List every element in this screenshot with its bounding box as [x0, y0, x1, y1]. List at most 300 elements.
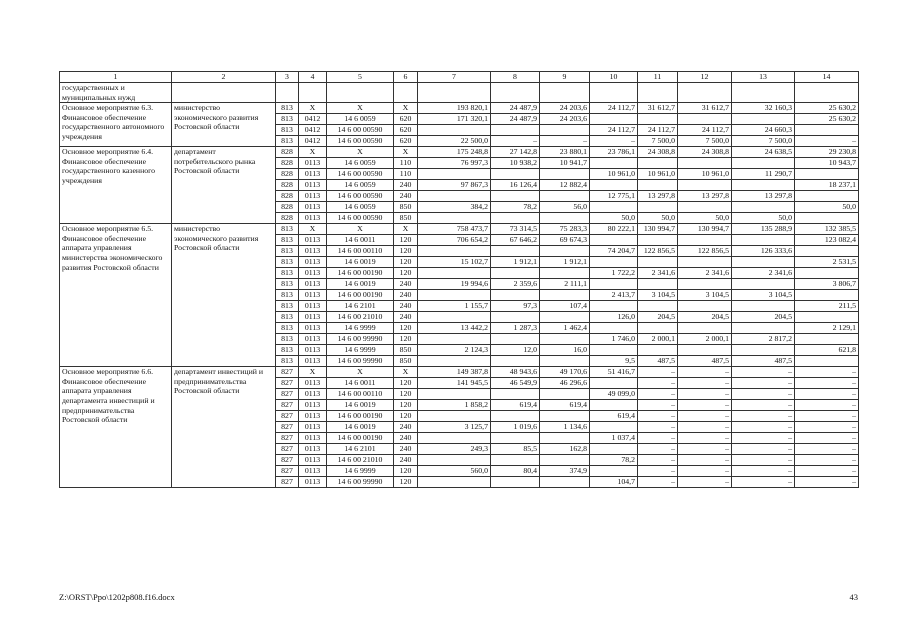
table-cell: – — [795, 466, 859, 477]
table-cell — [540, 389, 590, 400]
table-cell — [638, 202, 678, 213]
table-cell — [795, 356, 859, 367]
column-number: 12 — [678, 72, 732, 83]
table-cell: – — [795, 455, 859, 466]
table-cell: X — [394, 367, 418, 378]
table-cell — [418, 191, 491, 202]
table-cell: X — [299, 367, 327, 378]
table-cell — [678, 345, 732, 356]
table-cell — [590, 422, 638, 433]
table-cell — [418, 83, 491, 103]
table-cell: 240 — [394, 455, 418, 466]
table-cell: 240 — [394, 191, 418, 202]
table-cell — [491, 83, 540, 103]
column-number: 2 — [172, 72, 276, 83]
table-cell: 1 912,1 — [540, 257, 590, 268]
table-cell: 29 230,8 — [795, 147, 859, 158]
table-cell — [418, 389, 491, 400]
table-cell: 249,3 — [418, 444, 491, 455]
table-cell: 50,0 — [590, 213, 638, 224]
table-cell — [299, 83, 327, 103]
table-row — [60, 367, 859, 378]
table-cell: 10 941,7 — [540, 158, 590, 169]
table-cell: 813 — [276, 125, 299, 136]
table-cell: 110 — [394, 158, 418, 169]
table-cell: 813 — [276, 290, 299, 301]
table-cell: 50,0 — [732, 213, 795, 224]
table-cell: 132 385,5 — [795, 224, 859, 235]
table-cell: 374,9 — [540, 466, 590, 477]
table-cell — [732, 158, 795, 169]
table-cell: 14 6 00 00190 — [327, 433, 394, 444]
carry-over-row — [60, 83, 859, 103]
table-cell — [795, 169, 859, 180]
table-cell: – — [678, 433, 732, 444]
table-cell: 1 134,6 — [540, 422, 590, 433]
table-cell: 0113 — [299, 466, 327, 477]
table-cell: 827 — [276, 378, 299, 389]
table-cell — [795, 213, 859, 224]
table-cell: 19 994,6 — [418, 279, 491, 290]
table-cell: 827 — [276, 367, 299, 378]
table-cell: 240 — [394, 444, 418, 455]
table-cell: 240 — [394, 433, 418, 444]
table-cell — [491, 356, 540, 367]
table-cell: 813 — [276, 279, 299, 290]
table-cell: 2 359,6 — [491, 279, 540, 290]
column-number: 8 — [491, 72, 540, 83]
table-cell: 48 943,6 — [491, 367, 540, 378]
table-cell — [590, 466, 638, 477]
table-cell: 827 — [276, 466, 299, 477]
table-cell — [732, 83, 795, 103]
table-cell: 1 746,0 — [590, 334, 638, 345]
table-cell: 3 806,7 — [795, 279, 859, 290]
table-cell: – — [732, 433, 795, 444]
table-cell: 49 099,0 — [590, 389, 638, 400]
table-cell: 1 462,4 — [540, 323, 590, 334]
table-cell: 14 6 2101 — [327, 301, 394, 312]
table-cell: 7 500,0 — [638, 136, 678, 147]
table-cell: 14 6 00 21010 — [327, 312, 394, 323]
table-cell — [590, 235, 638, 246]
table-cell — [732, 202, 795, 213]
table-cell — [678, 323, 732, 334]
table-cell — [418, 213, 491, 224]
budget-table — [59, 71, 859, 488]
column-number: 11 — [638, 72, 678, 83]
table-cell: 122 856,5 — [638, 246, 678, 257]
table-cell: 0113 — [299, 477, 327, 488]
measure-description: Основное мероприятие 6.3. Финансовое обеспечение государственного автономного учреждения — [60, 103, 172, 147]
table-cell: 14 6 00 99990 — [327, 477, 394, 488]
table-cell — [678, 180, 732, 191]
table-cell — [590, 180, 638, 191]
table-cell: 827 — [276, 389, 299, 400]
table-cell: 211,5 — [795, 301, 859, 312]
table-cell: 14 6 00 99990 — [327, 334, 394, 345]
table-cell — [590, 114, 638, 125]
table-cell: 120 — [394, 334, 418, 345]
table-cell: 25 630,2 — [795, 103, 859, 114]
table-cell — [795, 290, 859, 301]
table-cell: 204,5 — [732, 312, 795, 323]
table-cell: – — [732, 378, 795, 389]
table-cell: 171 320,1 — [418, 114, 491, 125]
table-cell: 813 — [276, 114, 299, 125]
table-cell — [638, 235, 678, 246]
table-cell — [418, 334, 491, 345]
table-cell: 813 — [276, 235, 299, 246]
table-cell — [540, 268, 590, 279]
responsible-executor: департамент потребительского рынка Ростовской области — [172, 147, 276, 224]
table-cell: 24 203,6 — [540, 114, 590, 125]
table-cell: 120 — [394, 477, 418, 488]
table-cell — [638, 257, 678, 268]
table-cell: 240 — [394, 312, 418, 323]
table-cell: 76 997,3 — [418, 158, 491, 169]
table-cell: – — [795, 378, 859, 389]
table-cell — [638, 279, 678, 290]
table-cell: 9,5 — [590, 356, 638, 367]
table-cell: 827 — [276, 444, 299, 455]
table-cell: 14 6 00 00590 — [327, 191, 394, 202]
table-cell: – — [732, 444, 795, 455]
table-cell: – — [678, 378, 732, 389]
table-cell — [540, 312, 590, 323]
table-cell: 2 111,1 — [540, 279, 590, 290]
table-cell: 107,4 — [540, 301, 590, 312]
table-cell — [732, 114, 795, 125]
measure-description: Основное мероприятие 6.5. Финансовое обеспечение аппарата управления министерства экономического развития Ростовской области — [60, 224, 172, 367]
table-cell: 120 — [394, 400, 418, 411]
table-cell: 24 487,9 — [491, 103, 540, 114]
table-cell — [590, 444, 638, 455]
table-cell: 24 660,3 — [732, 125, 795, 136]
table-cell: 3 104,5 — [732, 290, 795, 301]
table-cell: 2 124,3 — [418, 345, 491, 356]
table-cell: 14 6 00 21010 — [327, 455, 394, 466]
table-cell — [590, 279, 638, 290]
table-cell: 240 — [394, 279, 418, 290]
table-cell: – — [795, 477, 859, 488]
responsible-executor: департамент инвестиций и предпринимательства Ростовской области — [172, 367, 276, 488]
table-cell: X — [327, 224, 394, 235]
table-cell: 16 126,4 — [491, 180, 540, 191]
table-cell: 2 341,6 — [678, 268, 732, 279]
table-cell — [795, 312, 859, 323]
table-cell — [491, 246, 540, 257]
table-cell — [678, 202, 732, 213]
table-cell: – — [678, 400, 732, 411]
responsible-executor — [172, 83, 276, 103]
table-cell — [795, 246, 859, 257]
table-cell: 24 308,8 — [638, 147, 678, 158]
table-cell — [795, 268, 859, 279]
table-cell: 0113 — [299, 356, 327, 367]
table-cell: 828 — [276, 180, 299, 191]
table-cell — [540, 411, 590, 422]
table-cell: 0113 — [299, 268, 327, 279]
table-cell: X — [327, 147, 394, 158]
table-cell: 813 — [276, 246, 299, 257]
table-cell — [678, 158, 732, 169]
table-cell — [678, 279, 732, 290]
table-cell: 2 341,6 — [638, 268, 678, 279]
table-cell: 0113 — [299, 246, 327, 257]
table-cell: 24 112,7 — [590, 125, 638, 136]
table-cell — [590, 378, 638, 389]
table-cell — [491, 455, 540, 466]
table-cell: 2 129,1 — [795, 323, 859, 334]
table-cell — [491, 268, 540, 279]
table-cell: 104,7 — [590, 477, 638, 488]
table-cell: 46 296,6 — [540, 378, 590, 389]
table-cell: – — [678, 444, 732, 455]
table-cell: – — [638, 466, 678, 477]
table-cell: 10 961,0 — [678, 169, 732, 180]
table-cell: – — [732, 400, 795, 411]
table-cell: 1 722,2 — [590, 268, 638, 279]
table-cell: 828 — [276, 158, 299, 169]
table-cell: 31 612,7 — [638, 103, 678, 114]
table-cell — [491, 477, 540, 488]
table-cell: X — [394, 224, 418, 235]
table-cell: 74 204,7 — [590, 246, 638, 257]
table-cell: X — [394, 147, 418, 158]
table-cell — [590, 323, 638, 334]
table-cell: 24 112,7 — [678, 125, 732, 136]
table-cell: 14 6 00 99990 — [327, 356, 394, 367]
table-cell: 78,2 — [590, 455, 638, 466]
header-row — [60, 72, 859, 83]
table-cell: 97 867,3 — [418, 180, 491, 191]
table-cell: 1 858,2 — [418, 400, 491, 411]
table-cell: 10 943,7 — [795, 158, 859, 169]
table-cell: 50,0 — [795, 202, 859, 213]
table-cell: 3 104,5 — [638, 290, 678, 301]
table-cell: 619,4 — [491, 400, 540, 411]
table-cell: 0113 — [299, 400, 327, 411]
table-cell: 619,4 — [540, 400, 590, 411]
table-cell: – — [732, 411, 795, 422]
table-cell: 14 6 2101 — [327, 444, 394, 455]
column-number: 13 — [732, 72, 795, 83]
table-cell — [418, 169, 491, 180]
column-number: 10 — [590, 72, 638, 83]
table-cell — [590, 345, 638, 356]
table-cell — [638, 158, 678, 169]
table-cell — [418, 433, 491, 444]
table-cell — [418, 268, 491, 279]
table-cell: 24 308,8 — [678, 147, 732, 158]
measure-description: Основное мероприятие 6.4. Финансовое обеспечение государственного казенного учреждения — [60, 147, 172, 224]
table-cell — [418, 125, 491, 136]
table-cell: 706 654,2 — [418, 235, 491, 246]
table-cell — [732, 180, 795, 191]
table-cell: 240 — [394, 422, 418, 433]
table-cell: – — [678, 422, 732, 433]
table-cell: 130 994,7 — [638, 224, 678, 235]
table-cell: 122 856,5 — [678, 246, 732, 257]
table-cell: 97,3 — [491, 301, 540, 312]
table-cell: 828 — [276, 169, 299, 180]
table-cell: 80,4 — [491, 466, 540, 477]
table-cell — [732, 257, 795, 268]
table-cell — [491, 169, 540, 180]
table-cell: 15 102,7 — [418, 257, 491, 268]
table-cell: 120 — [394, 235, 418, 246]
table-cell: 14 6 0011 — [327, 378, 394, 389]
table-cell: – — [732, 477, 795, 488]
table-cell — [732, 279, 795, 290]
table-cell: 10 961,0 — [638, 169, 678, 180]
table-cell: 2 000,1 — [678, 334, 732, 345]
table-cell: 828 — [276, 213, 299, 224]
budget-table-page — [59, 71, 858, 488]
table-cell — [418, 312, 491, 323]
column-number: 4 — [299, 72, 327, 83]
table-cell: – — [732, 466, 795, 477]
table-cell: – — [732, 367, 795, 378]
table-cell: 850 — [394, 356, 418, 367]
table-cell: 0113 — [299, 290, 327, 301]
table-cell: – — [638, 389, 678, 400]
table-cell: 0113 — [299, 257, 327, 268]
table-cell: – — [678, 367, 732, 378]
table-cell: 130 994,7 — [678, 224, 732, 235]
table-cell — [678, 235, 732, 246]
table-cell: 1 019,6 — [491, 422, 540, 433]
table-cell: 50,0 — [678, 213, 732, 224]
table-cell: 14 6 00 00590 — [327, 169, 394, 180]
table-cell: – — [732, 455, 795, 466]
table-cell: 120 — [394, 268, 418, 279]
table-cell: 23 880,1 — [540, 147, 590, 158]
column-number: 6 — [394, 72, 418, 83]
table-cell: 120 — [394, 257, 418, 268]
table-cell: 120 — [394, 411, 418, 422]
table-cell: 69 674,3 — [540, 235, 590, 246]
table-cell: – — [491, 136, 540, 147]
table-cell: – — [678, 477, 732, 488]
table-cell: 14 6 0019 — [327, 257, 394, 268]
table-cell — [327, 83, 394, 103]
table-cell — [590, 83, 638, 103]
table-cell — [590, 202, 638, 213]
table-cell: X — [299, 224, 327, 235]
table-cell: 813 — [276, 268, 299, 279]
table-cell — [276, 83, 299, 103]
table-cell: 13 297,8 — [678, 191, 732, 202]
table-cell: 0113 — [299, 334, 327, 345]
table-cell: 620 — [394, 136, 418, 147]
table-cell: – — [638, 422, 678, 433]
table-cell: 240 — [394, 180, 418, 191]
table-cell: 14 6 0059 — [327, 202, 394, 213]
table-cell — [795, 191, 859, 202]
table-cell: 13 297,8 — [732, 191, 795, 202]
table-cell: 813 — [276, 224, 299, 235]
table-cell — [590, 400, 638, 411]
table-cell: – — [540, 136, 590, 147]
table-cell — [491, 433, 540, 444]
table-cell: 13 297,8 — [638, 191, 678, 202]
table-cell: 0412 — [299, 114, 327, 125]
table-cell: 827 — [276, 433, 299, 444]
table-cell: X — [327, 103, 394, 114]
table-cell: 24 112,7 — [638, 125, 678, 136]
table-cell: 813 — [276, 334, 299, 345]
table-cell — [418, 356, 491, 367]
table-cell: 11 290,7 — [732, 169, 795, 180]
table-cell — [638, 345, 678, 356]
table-cell: 14 6 00 00590 — [327, 213, 394, 224]
table-cell: 110 — [394, 169, 418, 180]
table-cell: – — [795, 367, 859, 378]
table-cell: 7 500,0 — [678, 136, 732, 147]
table-cell: 619,4 — [590, 411, 638, 422]
table-cell: 24 638,5 — [732, 147, 795, 158]
table-cell: 14 6 9999 — [327, 345, 394, 356]
table-cell: 67 646,2 — [491, 235, 540, 246]
table-cell: 0412 — [299, 125, 327, 136]
table-cell: 0113 — [299, 191, 327, 202]
table-cell — [638, 323, 678, 334]
table-cell — [418, 411, 491, 422]
table-cell: – — [638, 367, 678, 378]
table-cell: 46 549,9 — [491, 378, 540, 389]
table-cell: 49 170,6 — [540, 367, 590, 378]
table-cell: 850 — [394, 345, 418, 356]
table-cell: – — [795, 400, 859, 411]
table-cell: 23 786,1 — [590, 147, 638, 158]
table-cell: 14 6 9999 — [327, 323, 394, 334]
table-cell: – — [678, 466, 732, 477]
table-cell: – — [638, 477, 678, 488]
table-cell: 14 6 0011 — [327, 235, 394, 246]
table-cell — [540, 356, 590, 367]
table-cell: 14 6 00 00110 — [327, 389, 394, 400]
table-cell — [540, 455, 590, 466]
table-cell — [590, 301, 638, 312]
table-cell: 1 287,3 — [491, 323, 540, 334]
table-cell — [732, 235, 795, 246]
table-cell: 50,0 — [638, 213, 678, 224]
table-cell — [590, 257, 638, 268]
table-cell: 240 — [394, 301, 418, 312]
table-cell: 758 473,7 — [418, 224, 491, 235]
document-path: Z:\ORST\Ppo\1202p808.f16.docx — [59, 592, 175, 602]
table-cell: – — [638, 411, 678, 422]
table-cell: 31 612,7 — [678, 103, 732, 114]
table-cell: 827 — [276, 411, 299, 422]
table-cell: 0113 — [299, 433, 327, 444]
table-cell — [540, 83, 590, 103]
table-cell: – — [795, 136, 859, 147]
table-cell: – — [678, 389, 732, 400]
table-cell: 12 775,1 — [590, 191, 638, 202]
table-cell: 850 — [394, 202, 418, 213]
table-cell — [638, 83, 678, 103]
measure-description: Основное мероприятие 6.6. Финансовое обеспечение аппарата управления департамента инвестиций и предпринимательства Ростовской области — [60, 367, 172, 488]
table-cell: 2 531,5 — [795, 257, 859, 268]
table-cell: 0113 — [299, 180, 327, 191]
table-cell — [418, 290, 491, 301]
table-cell: 14 6 00 00590 — [327, 125, 394, 136]
table-cell: – — [795, 389, 859, 400]
table-cell: 141 945,5 — [418, 378, 491, 389]
